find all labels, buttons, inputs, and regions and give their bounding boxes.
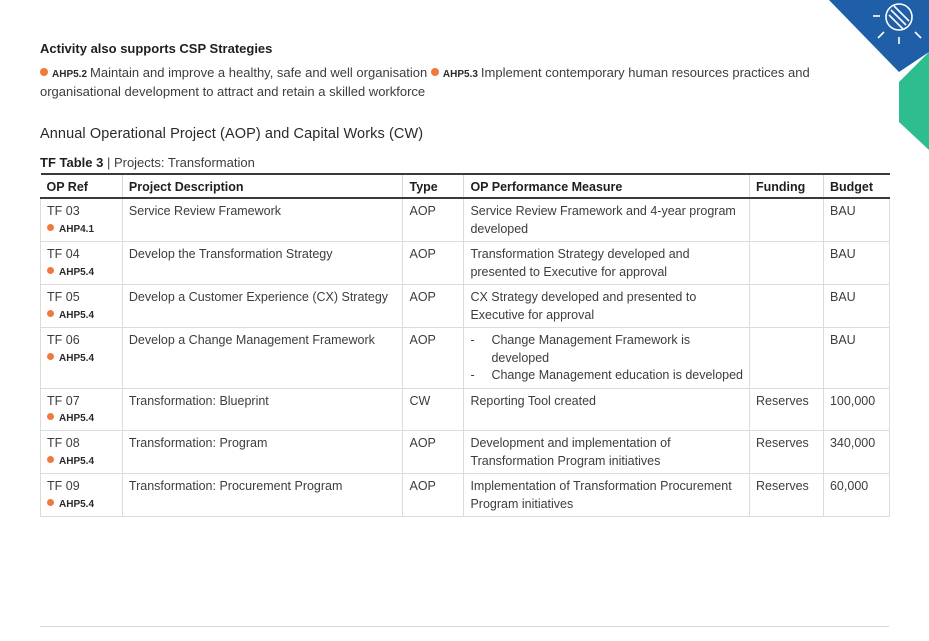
cell-funding xyxy=(750,242,824,285)
bullet-dot xyxy=(47,353,54,360)
strategy-item xyxy=(40,65,427,80)
cell-type: AOP xyxy=(403,285,464,328)
strategy-code: AHP5.4 xyxy=(59,309,95,321)
cell-budget: 100,000 xyxy=(823,388,889,431)
cell-op-ref xyxy=(41,431,123,474)
cell-funding: Reserves xyxy=(750,474,824,517)
header-op-ref: OP Ref xyxy=(41,174,123,198)
header-project-description: Project Description xyxy=(122,174,403,198)
op-ref: TF 06 xyxy=(47,333,80,347)
cell-budget: 60,000 xyxy=(823,474,889,517)
table-row xyxy=(41,431,890,474)
cell-budget: 340,000 xyxy=(823,431,889,474)
table-row xyxy=(41,474,890,517)
table-caption-text: Projects: Transformation xyxy=(113,155,255,170)
cell-measure: CX Strategy developed and presented to Executive for approval xyxy=(464,285,750,328)
bullet-dot xyxy=(47,267,54,274)
cell-budget: BAU xyxy=(823,198,889,242)
cell-description: Transformation: Procurement Program xyxy=(122,474,403,517)
cell-funding: Reserves xyxy=(750,431,824,474)
header-budget: Budget xyxy=(823,174,889,198)
header-type: Type xyxy=(403,174,464,198)
op-ref: TF 05 xyxy=(47,290,80,304)
bullet-dot xyxy=(47,224,54,231)
cell-measure: Reporting Tool created xyxy=(464,388,750,431)
strategy-code: AHP5.4 xyxy=(59,266,95,278)
cell-description: Develop a Change Management Framework xyxy=(122,328,403,389)
measure-list-item: - Change Management education is developed xyxy=(470,367,743,385)
bullet-dot xyxy=(40,68,48,76)
cell-budget: BAU xyxy=(823,285,889,328)
header-funding: Funding xyxy=(750,174,824,198)
cell-measure: Implementation of Transformation Procurement Program initiatives xyxy=(464,474,750,517)
cell-measure: Transformation Strategy developed and presented to Executive for approval xyxy=(464,242,750,285)
projects-table xyxy=(40,173,890,517)
strategies-title: Activity also supports CSP Strategies xyxy=(40,41,273,56)
cell-budget: BAU xyxy=(823,328,889,389)
cell-measure: Development and implementation of Transformation Program initiatives xyxy=(464,431,750,474)
cell-op-ref xyxy=(41,388,123,431)
table-caption xyxy=(40,154,890,171)
table-body xyxy=(41,198,890,517)
bullet-dot xyxy=(47,499,54,506)
strategy-text: Maintain and improve a healthy, safe and well organisation xyxy=(90,65,428,80)
strategy-text: Implement contemporary human resources practices and organisational development to attract and retain a skilled workforce xyxy=(40,65,810,99)
cell-description: Transformation: Program xyxy=(122,431,403,474)
op-ref: TF 09 xyxy=(47,479,80,493)
cell-op-ref xyxy=(41,285,123,328)
cell-funding xyxy=(750,198,824,242)
cell-funding: Reserves xyxy=(750,388,824,431)
bullet-dot xyxy=(431,68,439,76)
strategy-code: AHP5.4 xyxy=(59,352,95,364)
bullet-dot xyxy=(47,413,54,420)
cell-description: Develop the Transformation Strategy xyxy=(122,242,403,285)
cell-budget: BAU xyxy=(823,242,889,285)
cell-description: Develop a Customer Experience (CX) Strategy xyxy=(122,285,403,328)
op-ref: TF 07 xyxy=(47,393,80,408)
cell-type: AOP xyxy=(403,474,464,517)
cell-description: Service Review Framework xyxy=(122,198,403,242)
bullet-dot xyxy=(47,456,54,463)
strategy-code: AHP5.2 xyxy=(52,69,88,80)
cell-measure: Service Review Framework and 4-year program developed xyxy=(464,198,750,242)
strategies-list xyxy=(40,64,890,100)
cell-type: CW xyxy=(403,388,464,431)
strategy-code: AHP4.1 xyxy=(59,223,95,235)
cell-description: Transformation: Blueprint xyxy=(122,388,403,431)
measure-list-item: - Change Management Framework is developed xyxy=(470,332,743,367)
cell-type: AOP xyxy=(403,198,464,242)
strategy-code: AHP5.4 xyxy=(59,413,95,424)
table-row xyxy=(41,328,890,389)
cell-measure xyxy=(464,328,750,389)
op-ref: TF 04 xyxy=(47,247,80,261)
strategy-code: AHP5.4 xyxy=(59,498,95,510)
cell-op-ref xyxy=(41,474,123,517)
table-caption-label: TF Table 3 xyxy=(40,155,104,170)
op-ref: TF 08 xyxy=(47,436,80,450)
cell-funding xyxy=(750,328,824,389)
table-caption-separator: | xyxy=(103,155,114,170)
cell-op-ref xyxy=(41,198,123,242)
measure-list xyxy=(470,332,743,385)
table-row xyxy=(41,285,890,328)
cell-op-ref xyxy=(41,242,123,285)
section-title: Annual Operational Project (AOP) and Capital Works (CW) xyxy=(40,126,424,142)
cell-type: AOP xyxy=(403,242,464,285)
table-row xyxy=(41,388,890,431)
op-ref: TF 03 xyxy=(47,204,80,218)
table-header xyxy=(41,174,890,198)
bullet-dot xyxy=(47,310,54,317)
page-content xyxy=(40,40,890,517)
footer-divider xyxy=(40,626,889,627)
table-row xyxy=(41,198,890,242)
cell-op-ref xyxy=(41,328,123,389)
strategy-code: AHP5.3 xyxy=(442,69,478,80)
table-row xyxy=(41,242,890,285)
cell-type: AOP xyxy=(403,328,464,389)
cell-funding xyxy=(750,285,824,328)
cell-type: AOP xyxy=(403,431,464,474)
strategy-code: AHP5.4 xyxy=(59,455,95,467)
header-performance-measure: OP Performance Measure xyxy=(464,174,750,198)
